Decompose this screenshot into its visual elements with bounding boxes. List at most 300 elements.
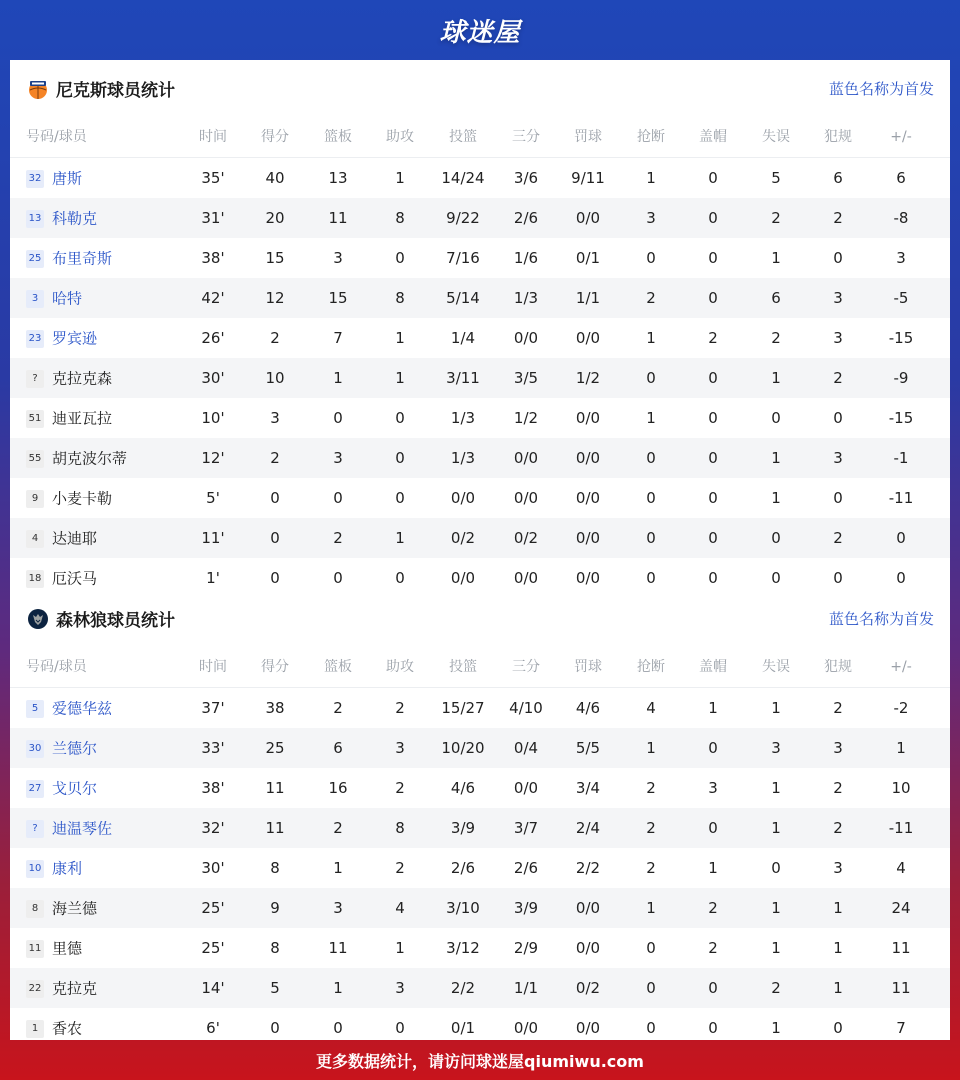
col-header-turnovers: 失误 (762, 129, 790, 145)
stat-three-pointers: 0/0 (513, 569, 539, 587)
player-cell (26, 438, 196, 478)
stat-free-throws: 2/4 (575, 819, 601, 837)
stat-points: 9 (270, 899, 280, 917)
stat-points: 15 (265, 249, 285, 267)
stat-field-goals: 9/22 (446, 209, 480, 227)
stat-free-throws: 9/11 (571, 169, 605, 187)
stat-assists: 1 (395, 529, 405, 547)
player-cell (26, 768, 196, 808)
stat-fouls: 1 (833, 939, 843, 957)
stat-time: 42' (201, 289, 225, 307)
stat-blocks: 0 (708, 569, 718, 587)
stat-steals: 2 (646, 289, 656, 307)
player-cell (26, 198, 196, 238)
stat-steals: 0 (646, 939, 656, 957)
stat-plus-minus: -8 (893, 209, 909, 227)
stat-time: 33' (201, 739, 225, 757)
stat-points: 0 (270, 1019, 280, 1037)
stat-free-throws: 0/0 (575, 209, 601, 227)
stat-steals: 0 (646, 369, 656, 387)
stat-free-throws: 1/2 (575, 369, 601, 387)
stat-three-pointers: 3/6 (513, 169, 539, 187)
stat-time: 11' (201, 529, 225, 547)
stat-assists: 1 (395, 369, 405, 387)
footer-banner (0, 1040, 960, 1080)
stat-rebounds: 16 (328, 779, 348, 797)
stat-turnovers: 0 (771, 529, 781, 547)
stat-three-pointers: 1/1 (513, 979, 539, 997)
stat-field-goals: 0/1 (450, 1019, 476, 1037)
team-title: 尼克斯球员统计 (56, 81, 175, 101)
stat-fouls: 3 (833, 739, 843, 757)
stat-fouls: 2 (833, 209, 843, 227)
stat-turnovers: 3 (771, 739, 781, 757)
player-name[interactable]: 哈特 (52, 289, 83, 308)
table-row (10, 808, 950, 848)
stat-plus-minus: 7 (896, 1019, 906, 1037)
stat-turnovers: 1 (771, 699, 781, 717)
player-name[interactable]: 迪亚瓦拉 (52, 409, 113, 428)
stat-time: 38' (201, 779, 225, 797)
stat-plus-minus: -11 (888, 819, 914, 837)
stat-rebounds: 2 (333, 529, 343, 547)
stat-field-goals: 10/20 (441, 739, 485, 757)
col-header-free-throws: 罚球 (574, 129, 602, 145)
stat-points: 0 (270, 529, 280, 547)
stat-steals: 3 (646, 209, 656, 227)
stat-turnovers: 2 (771, 979, 781, 997)
jersey-number: 3 (26, 290, 44, 308)
stat-rebounds: 1 (333, 979, 343, 997)
stat-time: 38' (201, 249, 225, 267)
stat-plus-minus: 3 (896, 249, 906, 267)
stat-time: 30' (201, 369, 225, 387)
stat-fouls: 2 (833, 819, 843, 837)
stat-points: 10 (265, 369, 285, 387)
player-name[interactable]: 小麦卡勒 (52, 489, 113, 508)
table-row (10, 318, 950, 358)
starter-note: 蓝色名称为首发 (828, 80, 934, 98)
player-name[interactable]: 戈贝尔 (52, 779, 98, 798)
stat-assists: 8 (395, 819, 405, 837)
stat-three-pointers: 0/0 (513, 489, 539, 507)
stat-points: 25 (265, 739, 285, 757)
player-cell (26, 358, 196, 398)
stat-field-goals: 7/16 (446, 249, 480, 267)
stat-free-throws: 2/2 (575, 859, 601, 877)
stat-time: 30' (201, 859, 225, 877)
stat-turnovers: 1 (771, 779, 781, 797)
stat-rebounds: 3 (333, 249, 343, 267)
player-cell (26, 968, 196, 1008)
stat-plus-minus: 1 (896, 739, 906, 757)
stat-plus-minus: 0 (896, 529, 906, 547)
stat-steals: 1 (646, 329, 656, 347)
stat-rebounds: 11 (328, 209, 348, 227)
stat-assists: 3 (395, 979, 405, 997)
stat-field-goals: 1/3 (450, 409, 476, 427)
stat-turnovers: 1 (771, 449, 781, 467)
stat-blocks: 0 (708, 979, 718, 997)
stat-fouls: 0 (833, 489, 843, 507)
stat-time: 25' (201, 899, 225, 917)
stat-blocks: 2 (708, 329, 718, 347)
stat-points: 12 (265, 289, 285, 307)
table-row (10, 728, 950, 768)
stat-points: 0 (270, 489, 280, 507)
stat-blocks: 0 (708, 249, 718, 267)
stat-rebounds: 0 (333, 569, 343, 587)
col-header-three-pointers: 三分 (512, 129, 540, 145)
jersey-number: 32 (26, 170, 44, 188)
stat-assists: 0 (395, 249, 405, 267)
stat-plus-minus: 11 (891, 979, 911, 997)
stat-time: 14' (201, 979, 225, 997)
stat-field-goals: 2/6 (450, 859, 476, 877)
jersey-number: 9 (26, 490, 44, 508)
stat-fouls: 0 (833, 1019, 843, 1037)
stat-field-goals: 5/14 (446, 289, 480, 307)
stat-fouls: 0 (833, 569, 843, 587)
table-row (10, 688, 950, 728)
stat-blocks: 0 (708, 209, 718, 227)
stat-points: 5 (270, 979, 280, 997)
player-name[interactable]: 克拉克森 (52, 369, 113, 388)
stat-three-pointers: 0/2 (513, 529, 539, 547)
stat-assists: 0 (395, 489, 405, 507)
stat-fouls: 0 (833, 249, 843, 267)
stat-assists: 0 (395, 569, 405, 587)
stat-field-goals: 15/27 (441, 699, 485, 717)
player-name[interactable]: 唐斯 (52, 169, 83, 188)
stat-rebounds: 3 (333, 899, 343, 917)
stat-field-goals: 1/3 (450, 449, 476, 467)
stat-plus-minus: -1 (893, 449, 909, 467)
stat-rebounds: 0 (333, 409, 343, 427)
stat-three-pointers: 0/0 (513, 449, 539, 467)
player-name[interactable]: 达迪耶 (52, 529, 98, 548)
stat-three-pointers: 3/7 (513, 819, 539, 837)
stat-points: 20 (265, 209, 285, 227)
col-header-free-throws: 罚球 (574, 659, 602, 675)
table-row (10, 478, 950, 518)
column-header-row (10, 117, 950, 158)
player-cell (26, 928, 196, 968)
player-cell (26, 398, 196, 438)
stat-free-throws: 0/0 (575, 529, 601, 547)
footer-link[interactable]: 更多数据统计，请访问球迷屋qiumiwu.com (316, 1051, 644, 1071)
stat-turnovers: 1 (771, 489, 781, 507)
stat-field-goals: 1/4 (450, 329, 476, 347)
stat-turnovers: 2 (771, 329, 781, 347)
stat-steals: 1 (646, 739, 656, 757)
stat-field-goals: 3/9 (450, 819, 476, 837)
col-header-three-pointers: 三分 (512, 659, 540, 675)
stat-free-throws: 0/0 (575, 449, 601, 467)
stat-blocks: 0 (708, 289, 718, 307)
stat-free-throws: 1/1 (575, 289, 601, 307)
stat-points: 3 (270, 409, 280, 427)
stat-field-goals: 0/2 (450, 529, 476, 547)
stat-points: 0 (270, 569, 280, 587)
jersey-number: ? (26, 370, 44, 388)
table-row (10, 518, 950, 558)
stat-free-throws: 0/1 (575, 249, 601, 267)
stat-assists: 1 (395, 169, 405, 187)
col-header-rebounds: 篮板 (324, 129, 352, 145)
player-name[interactable]: 康利 (52, 859, 83, 878)
stat-assists: 2 (395, 859, 405, 877)
stat-steals: 4 (646, 699, 656, 717)
stat-time: 25' (201, 939, 225, 957)
col-header-field-goals: 投篮 (449, 129, 477, 145)
stat-steals: 1 (646, 409, 656, 427)
player-name[interactable]: 胡克波尔蒂 (52, 449, 128, 468)
jersey-number: 55 (26, 450, 44, 468)
table-row (10, 198, 950, 238)
stat-three-pointers: 2/9 (513, 939, 539, 957)
jersey-number: ? (26, 820, 44, 838)
table-row (10, 158, 950, 198)
stat-steals: 2 (646, 819, 656, 837)
team-title: 森林狼球员统计 (56, 611, 175, 631)
stat-plus-minus: -5 (893, 289, 909, 307)
stat-steals: 0 (646, 489, 656, 507)
col-header-rebounds: 篮板 (324, 659, 352, 675)
stat-points: 11 (265, 819, 285, 837)
stat-plus-minus: 24 (891, 899, 911, 917)
stat-field-goals: 4/6 (450, 779, 476, 797)
stat-rebounds: 7 (333, 329, 343, 347)
stat-free-throws: 3/4 (575, 779, 601, 797)
stat-points: 11 (265, 779, 285, 797)
col-header-plus-minus: +/- (890, 659, 912, 675)
stat-fouls: 3 (833, 329, 843, 347)
stat-steals: 2 (646, 859, 656, 877)
jersey-number: 13 (26, 210, 44, 228)
player-cell (26, 478, 196, 518)
stat-assists: 1 (395, 329, 405, 347)
col-header-time: 时间 (199, 129, 227, 145)
player-cell (26, 728, 196, 768)
stat-turnovers: 1 (771, 939, 781, 957)
player-name[interactable]: 爱德华兹 (52, 699, 113, 718)
stat-three-pointers: 3/9 (513, 899, 539, 917)
stat-blocks: 2 (708, 899, 718, 917)
stat-free-throws: 0/0 (575, 1019, 601, 1037)
stat-time: 5' (206, 489, 220, 507)
stat-assists: 2 (395, 699, 405, 717)
jersey-number: 18 (26, 570, 44, 588)
stat-three-pointers: 0/0 (513, 329, 539, 347)
stat-plus-minus: 4 (896, 859, 906, 877)
col-header-turnovers: 失误 (762, 659, 790, 675)
player-cell (26, 238, 196, 278)
player-name[interactable]: 布里奇斯 (52, 249, 113, 268)
stat-three-pointers: 3/5 (513, 369, 539, 387)
player-name[interactable]: 罗宾逊 (52, 329, 98, 348)
jersey-number: 30 (26, 740, 44, 758)
team-header (10, 60, 950, 117)
table-row (10, 358, 950, 398)
stat-blocks: 0 (708, 489, 718, 507)
stat-blocks: 1 (708, 699, 718, 717)
stat-fouls: 2 (833, 369, 843, 387)
stat-time: 6' (206, 1019, 220, 1037)
stat-blocks: 0 (708, 819, 718, 837)
table-row (10, 968, 950, 1008)
jersey-number: 4 (26, 530, 44, 548)
stat-plus-minus: -11 (888, 489, 914, 507)
stat-blocks: 0 (708, 449, 718, 467)
player-name[interactable]: 里德 (52, 939, 83, 958)
stat-turnovers: 0 (771, 859, 781, 877)
player-cell (26, 278, 196, 318)
stat-turnovers: 1 (771, 899, 781, 917)
stat-rebounds: 15 (328, 289, 348, 307)
stat-points: 38 (265, 699, 285, 717)
stat-field-goals: 3/10 (446, 899, 480, 917)
stat-blocks: 2 (708, 939, 718, 957)
stat-free-throws: 0/0 (575, 569, 601, 587)
stat-assists: 0 (395, 1019, 405, 1037)
stat-blocks: 0 (708, 529, 718, 547)
stat-three-pointers: 2/6 (513, 209, 539, 227)
stat-steals: 0 (646, 569, 656, 587)
jersey-number: 11 (26, 940, 44, 958)
timberwolves-logo-icon (27, 608, 49, 630)
col-header-fouls: 犯规 (824, 659, 852, 675)
jersey-number: 51 (26, 410, 44, 428)
jersey-number: 5 (26, 700, 44, 718)
stat-three-pointers: 2/6 (513, 859, 539, 877)
stat-free-throws: 0/0 (575, 329, 601, 347)
stat-points: 40 (265, 169, 285, 187)
column-header-row (10, 647, 950, 688)
stat-rebounds: 3 (333, 449, 343, 467)
stat-three-pointers: 4/10 (509, 699, 543, 717)
stat-rebounds: 0 (333, 1019, 343, 1037)
player-cell (26, 848, 196, 888)
stat-turnovers: 0 (771, 569, 781, 587)
stat-field-goals: 3/11 (446, 369, 480, 387)
stat-field-goals: 0/0 (450, 569, 476, 587)
stat-rebounds: 2 (333, 699, 343, 717)
jersey-number: 1 (26, 1020, 44, 1038)
stat-plus-minus: -9 (893, 369, 909, 387)
stat-blocks: 0 (708, 409, 718, 427)
stat-rebounds: 6 (333, 739, 343, 757)
jersey-number: 27 (26, 780, 44, 798)
stat-field-goals: 0/0 (450, 489, 476, 507)
table-row (10, 238, 950, 278)
jersey-number: 8 (26, 900, 44, 918)
player-name[interactable]: 科勒克 (52, 209, 98, 228)
stat-three-pointers: 1/2 (513, 409, 539, 427)
player-name[interactable]: 海兰德 (52, 899, 98, 918)
stat-plus-minus: 11 (891, 939, 911, 957)
player-name[interactable]: 兰德尔 (52, 739, 98, 758)
stat-time: 12' (201, 449, 225, 467)
stat-turnovers: 6 (771, 289, 781, 307)
stat-turnovers: 0 (771, 409, 781, 427)
stat-assists: 8 (395, 209, 405, 227)
stat-three-pointers: 0/0 (513, 779, 539, 797)
stat-assists: 4 (395, 899, 405, 917)
player-name[interactable]: 克拉克 (52, 979, 98, 998)
stat-three-pointers: 0/0 (513, 1019, 539, 1037)
table-row (10, 848, 950, 888)
stat-steals: 0 (646, 979, 656, 997)
col-header-assists: 助攻 (386, 129, 414, 145)
player-cell (26, 688, 196, 728)
stat-time: 32' (201, 819, 225, 837)
stat-fouls: 6 (833, 169, 843, 187)
player-cell (26, 318, 196, 358)
stat-assists: 2 (395, 779, 405, 797)
stat-plus-minus: -15 (888, 329, 914, 347)
stat-steals: 0 (646, 449, 656, 467)
stat-assists: 0 (395, 409, 405, 427)
knicks-logo-icon (27, 78, 49, 100)
stat-field-goals: 3/12 (446, 939, 480, 957)
stat-rebounds: 1 (333, 369, 343, 387)
table-row (10, 438, 950, 478)
col-header-points: 得分 (261, 659, 289, 675)
col-header-steals: 抢断 (637, 659, 665, 675)
table-row (10, 278, 950, 318)
table-row (10, 888, 950, 928)
stat-field-goals: 14/24 (441, 169, 485, 187)
stat-time: 31' (201, 209, 225, 227)
stat-free-throws: 0/0 (575, 939, 601, 957)
top-banner (0, 0, 960, 60)
stat-fouls: 2 (833, 779, 843, 797)
jersey-number: 22 (26, 980, 44, 998)
team-header (10, 590, 950, 647)
player-name[interactable]: 香农 (52, 1019, 83, 1038)
stat-free-throws: 0/0 (575, 899, 601, 917)
col-header-player: 号码/球员 (26, 129, 87, 145)
player-name[interactable]: 迪温琴佐 (52, 819, 113, 838)
stat-plus-minus: -15 (888, 409, 914, 427)
player-name[interactable]: 厄沃马 (52, 569, 98, 588)
team-section (10, 590, 950, 1048)
stat-fouls: 2 (833, 699, 843, 717)
player-cell (26, 808, 196, 848)
site-logo[interactable]: 球迷屋 (439, 17, 521, 48)
stat-fouls: 3 (833, 859, 843, 877)
stat-rebounds: 0 (333, 489, 343, 507)
stats-panel (10, 60, 950, 1040)
stat-fouls: 1 (833, 979, 843, 997)
stat-rebounds: 1 (333, 859, 343, 877)
stat-three-pointers: 0/4 (513, 739, 539, 757)
stat-turnovers: 5 (771, 169, 781, 187)
stat-plus-minus: -2 (893, 699, 909, 717)
stat-blocks: 1 (708, 859, 718, 877)
stat-blocks: 0 (708, 169, 718, 187)
stat-fouls: 2 (833, 529, 843, 547)
col-header-points: 得分 (261, 129, 289, 145)
stat-free-throws: 0/0 (575, 489, 601, 507)
stat-turnovers: 1 (771, 1019, 781, 1037)
stat-blocks: 3 (708, 779, 718, 797)
stat-fouls: 0 (833, 409, 843, 427)
stat-assists: 0 (395, 449, 405, 467)
stat-points: 8 (270, 859, 280, 877)
stat-blocks: 0 (708, 1019, 718, 1037)
